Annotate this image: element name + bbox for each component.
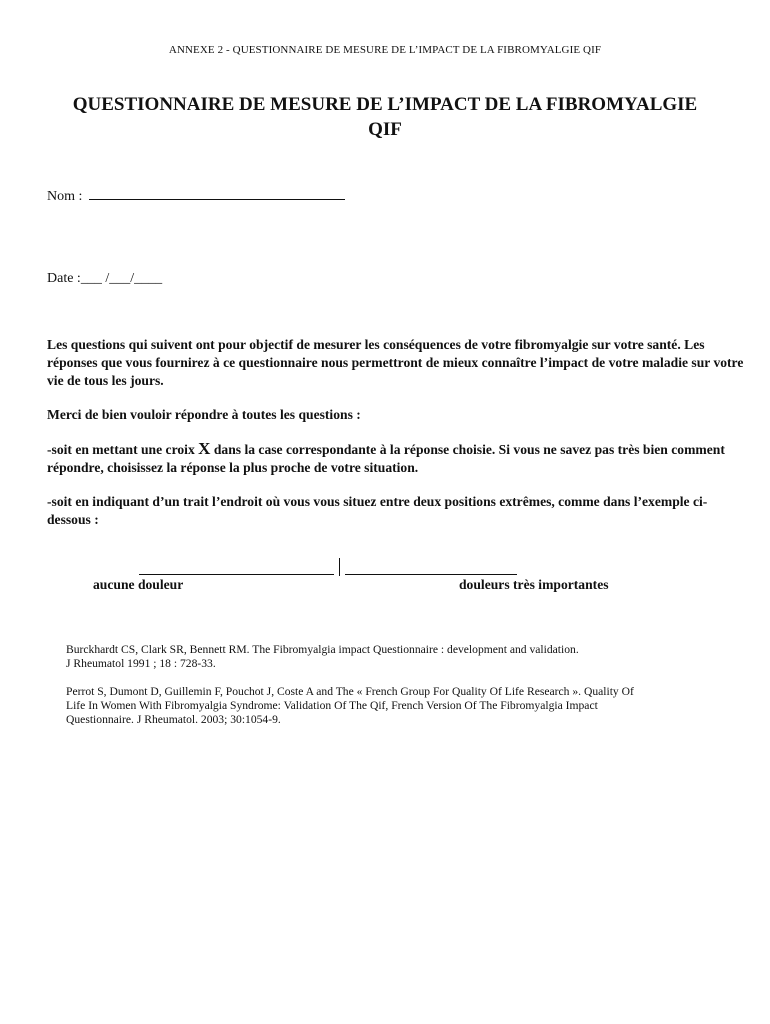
name-label: Nom : [47, 189, 83, 204]
name-input-line[interactable] [89, 187, 345, 200]
date-label[interactable]: Date :___ /___/____ [47, 271, 163, 286]
instruction-cross: -soit en mettant une croix X dans la case correspondante à la réponse choisie. Si vous ne savez pas très bien comment répondre, choisissez la réponse la plus proche de votre situation. [47, 439, 725, 475]
page-header: ANNEXE 2 - QUESTIONNAIRE DE MESURE DE L’IMPACT DE LA FIBROMYALGIE QIF [168, 44, 602, 56]
title-line-1: QUESTIONNAIRE DE MESURE DE L’IMPACT DE LA FIBROMYALGIE [72, 94, 698, 115]
instruction-line: -soit en indiquant d’un trait l’endroit où vous vous situez entre deux positions extrêmes, comme dans l’exemple ci-dessous : [47, 494, 708, 527]
scale-right-label: douleurs très importantes [459, 577, 609, 592]
instructions-heading: Merci de bien vouloir répondre à toutes les questions : [47, 407, 361, 422]
page-title [30, 92, 740, 142]
reference-1: Burckhardt CS, Clark SR, Bennett RM. The Fibromyalgia impact Questionnaire : development and validation. J Rheumatol 1991 ; 18 : 728-33. [66, 643, 579, 670]
reference-2: Perrot S, Dumont D, Guillemin F, Pouchot J, Coste A and The « French Group For Quality Of Life Research ». Quality Of Life In Women With Fibromyalgia Syndrome: Validation Of The Qif, French Version Of The Fibromyalgia Impact Questionnaire. J Rheumatol. 2003; 30:1054-9. [66, 685, 634, 726]
scale-left-label: aucune douleur [93, 577, 184, 592]
references [66, 643, 686, 727]
title-line-2: QIF [368, 119, 402, 140]
name-field [47, 187, 345, 205]
intro-text [47, 336, 747, 545]
intro-paragraph: Les questions qui suivent ont pour objectif de mesurer les conséquences de votre fibromyalgie sur votre santé. Les réponses que vous fournirez à ce questionnaire nous permettront de mieux connaître l’impact de votre maladie sur votre vie de tous les jours. [47, 337, 744, 388]
cross-symbol: X [198, 439, 211, 458]
scale-marker [339, 558, 340, 576]
scale-right-line [345, 574, 517, 575]
scale-left-line [139, 574, 334, 575]
pain-scale-example [0, 562, 770, 602]
